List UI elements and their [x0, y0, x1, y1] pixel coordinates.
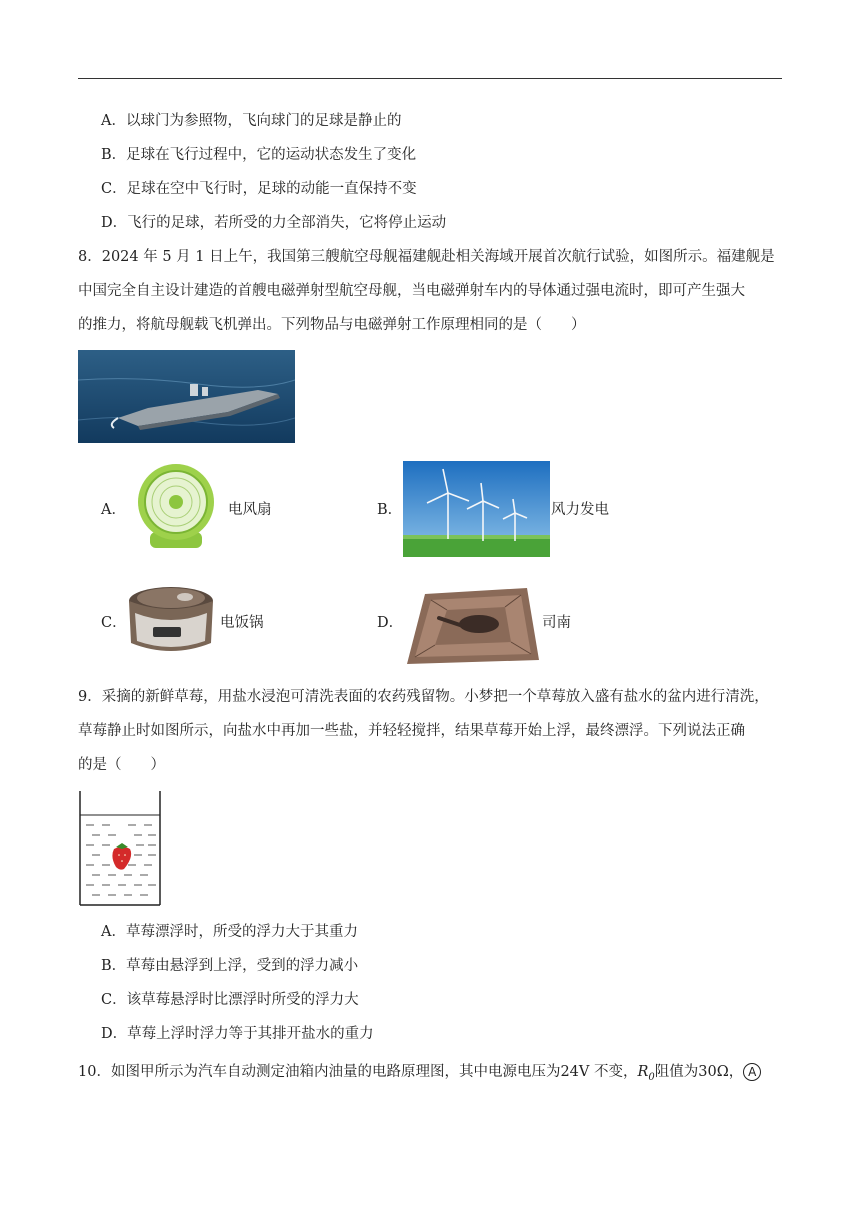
q8-choice-d-letter[interactable]: D．	[377, 615, 404, 631]
ammeter-symbol-icon: A	[743, 1063, 761, 1081]
q7-option-b[interactable]: B．足球在飞行过程中，它的运动状态发生了变化	[101, 147, 417, 163]
q9-text-line-2: 草莓静止时如图所示，向盐水中再加一些盐，并轻轻搅拌，结果草莓开始上浮，最终漂浮。下列说法正确	[78, 723, 745, 739]
q10-middle: 阻值为30Ω，	[654, 1064, 744, 1080]
q8-choice-b-label: 风力发电	[551, 502, 609, 518]
header-rule	[78, 78, 782, 79]
q8-choice-a-label: 电风扇	[228, 502, 272, 518]
q8-choice-b-letter[interactable]: B．	[377, 502, 403, 518]
strawberry-beaker-diagram	[78, 789, 162, 907]
q10-prefix: 10．如图甲所示为汽车自动测定油箱内油量的电路原理图，其中电源电压为24V 不变，	[78, 1064, 638, 1080]
wind-turbine-image	[403, 461, 550, 557]
q9-option-b[interactable]: B．草莓由悬浮到上浮，受到的浮力减小	[101, 958, 359, 974]
q8-choice-d-label: 司南	[542, 615, 571, 631]
q9-text-line-1: 9．采摘的新鲜草莓，用盐水浸泡可清洗表面的农药残留物。小梦把一个草莓放入盛有盐水的盆内进行清洗，	[78, 689, 769, 705]
q10-text-line-1	[78, 1062, 761, 1088]
q7-option-d[interactable]: D．飞行的足球，若所受的力全部消失，它将停止运动	[101, 215, 447, 231]
rice-cooker-image	[125, 583, 217, 656]
q8-choice-a-letter[interactable]: A．	[101, 502, 126, 518]
q9-option-a[interactable]: A．草莓漂浮时，所受的浮力大于其重力	[101, 924, 358, 940]
q8-choice-c-label: 电饭锅	[220, 615, 264, 631]
r0-symbol: $R_0$	[637, 1064, 655, 1083]
q8-text-line-1: 8．2024 年 5 月 1 日上午，我国第三艘航空母舰福建舰赴相关海域开展首次航行试验，如图所示。福建舰是	[78, 249, 775, 265]
q8-text-line-2: 中国完全自主设计建造的首艘电磁弹射型航空母舰，当电磁弹射车内的导体通过强电流时，即可产生强大	[78, 283, 745, 299]
q9-option-c[interactable]: C．该草莓悬浮时比漂浮时所受的浮力大	[101, 992, 359, 1008]
electric-fan-image	[128, 460, 216, 556]
q8-choice-c-letter[interactable]: C．	[101, 615, 127, 631]
aircraft-carrier-image	[78, 350, 295, 443]
q9-text-line-3: 的是（ ）	[78, 757, 165, 773]
q7-option-c[interactable]: C．足球在空中飞行时，足球的动能一直保持不变	[101, 181, 417, 197]
q9-option-d[interactable]: D．草莓上浮时浮力等于其排开盐水的重力	[101, 1026, 374, 1042]
q8-text-line-3: 的推力，将航母舰载飞机弹出。下列物品与电磁弹射工作原理相同的是（ ）	[78, 317, 586, 333]
q7-option-a[interactable]: A．以球门为参照物，飞向球门的足球是静止的	[101, 113, 402, 129]
sinan-compass-image	[401, 584, 541, 667]
